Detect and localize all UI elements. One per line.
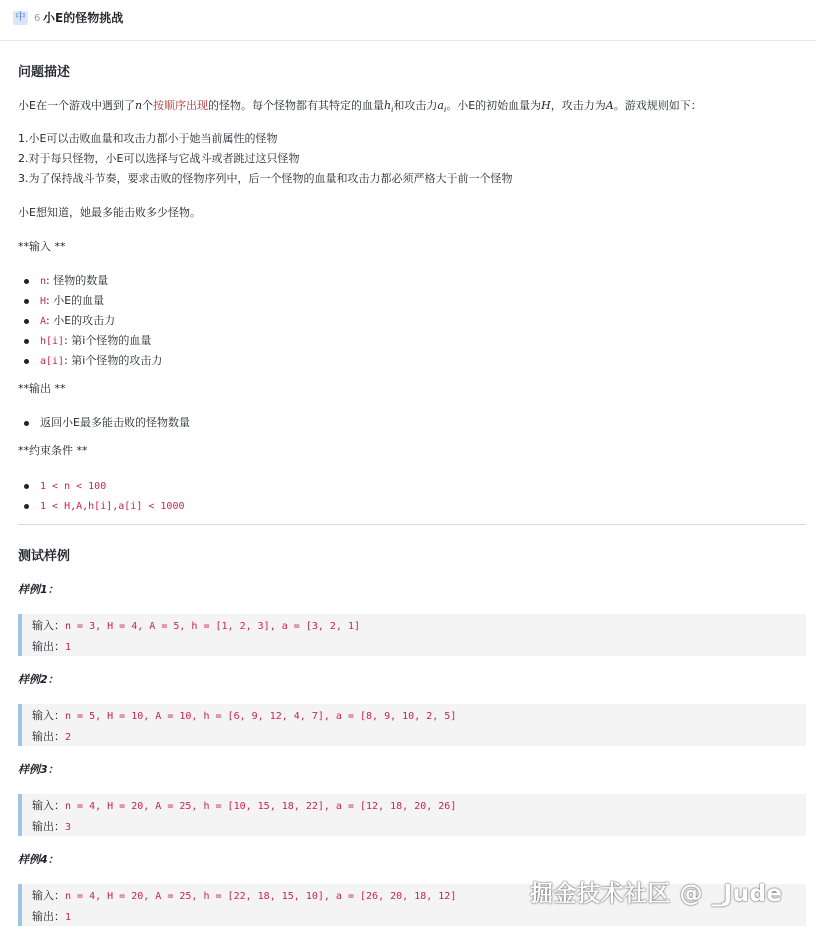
sample-block [18, 794, 806, 836]
math-a [437, 99, 447, 115]
input-label: 输入： [32, 799, 65, 812]
intro-text: 和攻击力 [393, 99, 438, 112]
problem-header [0, 0, 816, 41]
param-code: h[i] [40, 336, 65, 347]
output-label: 输出： [32, 640, 65, 653]
rule-line: 3.为了保持战斗节奏，要求击败的怪物序列中，后一个怪物的血量和攻击力都必须严格大于前一个怪物 [18, 172, 513, 185]
watermark: 掘金技术社区 @ _Jude [530, 881, 783, 907]
rule-line: 2.对于每只怪物，小E可以选择与它战斗或者跳过这只怪物 [18, 152, 300, 165]
param-code: A [40, 316, 47, 327]
sample-output-line [32, 637, 806, 658]
param-desc: : 怪物的数量 [46, 274, 109, 287]
param-desc: : 小E的攻击力 [46, 314, 116, 327]
list-item [40, 476, 106, 497]
sample-input-line [32, 616, 806, 637]
sample-input-line [32, 706, 806, 727]
list-item [40, 311, 115, 332]
list-item [40, 291, 104, 312]
intro-text: 小E在一个游戏中遇到了 [18, 99, 135, 112]
output-label: 输出： [32, 820, 65, 833]
problem-intro [18, 96, 702, 120]
sample-output-value: 1 [65, 642, 72, 653]
constraint-code: 1 < n < 100 [40, 481, 107, 492]
rule-line: 1.小E可以击败血量和攻击力都小于她当前属性的怪物 [18, 132, 278, 145]
constraint-code: 1 < H,A,h[i],a[i] < 1000 [40, 501, 185, 512]
section-heading-tests: 测试样例 [18, 549, 71, 564]
math-h-base: h [384, 99, 392, 112]
input-label: 输入： [32, 889, 65, 902]
intro-text: 。小E的初始血量为 [446, 99, 542, 112]
sample-input-value: n = 5, H = 10, A = 10, h = [6, 9, 12, 4, 7], a = [8, 9, 10, 2, 5] [65, 711, 457, 722]
intro-text: ，攻击力为 [550, 99, 606, 112]
problem-title: 小E的怪物挑战 [43, 11, 124, 25]
sample-label: 样例2： [18, 673, 59, 686]
math-h [384, 99, 394, 115]
intro-text: 。游戏规则如下： [613, 99, 702, 112]
math-n: n [134, 99, 143, 112]
intro-highlight: 按顺序出现 [153, 99, 209, 112]
intro-text: 的怪物。每个怪物都有其特定的血量 [208, 99, 385, 112]
math-a-sub: i [443, 106, 447, 115]
math-a-base: a [437, 99, 444, 112]
param-code: a[i] [40, 356, 65, 367]
param-desc: : 小E的血量 [46, 294, 105, 307]
sample-output-value: 2 [65, 732, 72, 743]
output-label: 输出： [32, 730, 65, 743]
sample-output-value: 1 [65, 912, 72, 923]
output-label: 输出： [32, 910, 65, 923]
param-code: H [40, 296, 47, 307]
sample-label: 样例4： [18, 853, 59, 866]
sample-input-value: n = 3, H = 4, A = 5, h = [1, 2, 3], a = [3, 2, 1] [65, 621, 361, 632]
sample-input-line [32, 796, 806, 817]
divider [18, 524, 806, 525]
param-code: n [40, 276, 47, 287]
list-item [40, 496, 185, 517]
problem-number: 6 [34, 13, 41, 24]
math-H: H [541, 99, 551, 112]
param-desc: : 第i个怪物的攻击力 [64, 354, 163, 367]
math-A: A [605, 99, 614, 112]
input-label: 输入： [32, 709, 65, 722]
list-item: 返回小E最多能击败的怪物数量 [40, 413, 190, 433]
sample-block [18, 704, 806, 746]
sample-block [18, 614, 806, 656]
input-label: 输入： [32, 619, 65, 632]
constraints-heading: **约束条件 ** [18, 444, 88, 457]
sample-input-value: n = 4, H = 20, A = 25, h = [22, 18, 15, 10], a = [26, 20, 18, 12] [65, 891, 457, 902]
output-heading: **输出 ** [18, 382, 66, 395]
sample-input-value: n = 4, H = 20, A = 25, h = [10, 15, 18, 22], a = [12, 18, 20, 26] [65, 801, 457, 812]
input-heading: **输入 ** [18, 240, 66, 253]
list-item [40, 331, 151, 352]
problem-question: 小E想知道，她最多能击败多少怪物。 [18, 206, 201, 219]
list-item [40, 271, 108, 292]
section-heading-description: 问题描述 [18, 65, 71, 80]
sample-output-value: 3 [65, 822, 72, 833]
sample-label: 样例3： [18, 763, 59, 776]
intro-text: 个 [142, 99, 154, 112]
list-item [40, 351, 162, 372]
sample-label: 样例1： [18, 583, 59, 596]
sample-output-line [32, 817, 806, 838]
difficulty-badge: 中 [13, 11, 28, 25]
math-h-sub: i [391, 106, 394, 115]
param-desc: : 第i个怪物的血量 [64, 334, 152, 347]
sample-output-line [32, 727, 806, 748]
